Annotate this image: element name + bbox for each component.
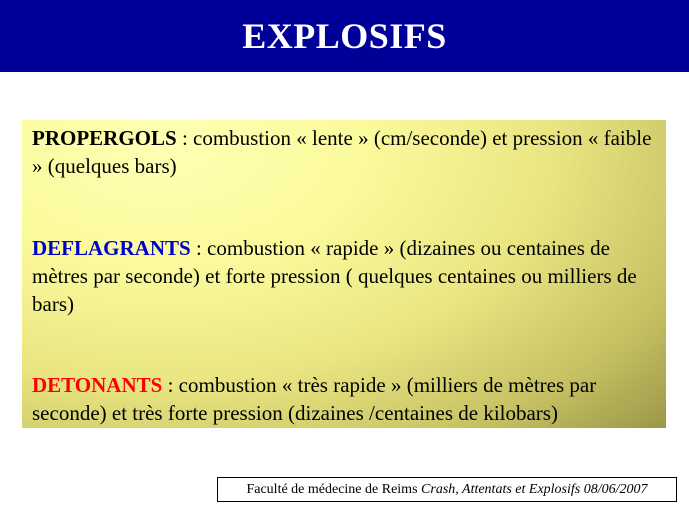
- definition-propergols: [32, 124, 656, 180]
- definition-text-detonants: : combustion « très rapide » (milliers de mètres par seconde) et très forte pression (dizaines /centaines de kilobars): [32, 373, 597, 425]
- footer-date: 08/06/2007: [580, 482, 648, 497]
- definition-text-propergols: : combustion « lente » (cm/seconde) et pression « faible » (quelques bars): [32, 126, 652, 178]
- definition-detonants: [32, 371, 656, 427]
- footer-citation: [217, 477, 677, 502]
- term-detonants: DETONANTS: [32, 373, 163, 397]
- title-bar: [0, 0, 689, 72]
- definition-text-deflagrants: : combustion « rapide » (dizaines ou centaines de mètres par seconde) et forte pression ( quelques centaines ou milliers de bars): [32, 236, 637, 316]
- definition-deflagrants: [32, 234, 656, 318]
- term-propergols: PROPERGOLS: [32, 126, 177, 150]
- footer-course: Crash, Attentats et Explosifs: [421, 482, 581, 497]
- definitions-box: [22, 120, 666, 428]
- footer-institution: Faculté de médecine de Reims: [246, 482, 422, 497]
- term-deflagrants: DEFLAGRANTS: [32, 236, 191, 260]
- slide-title: EXPLOSIFS: [242, 16, 447, 56]
